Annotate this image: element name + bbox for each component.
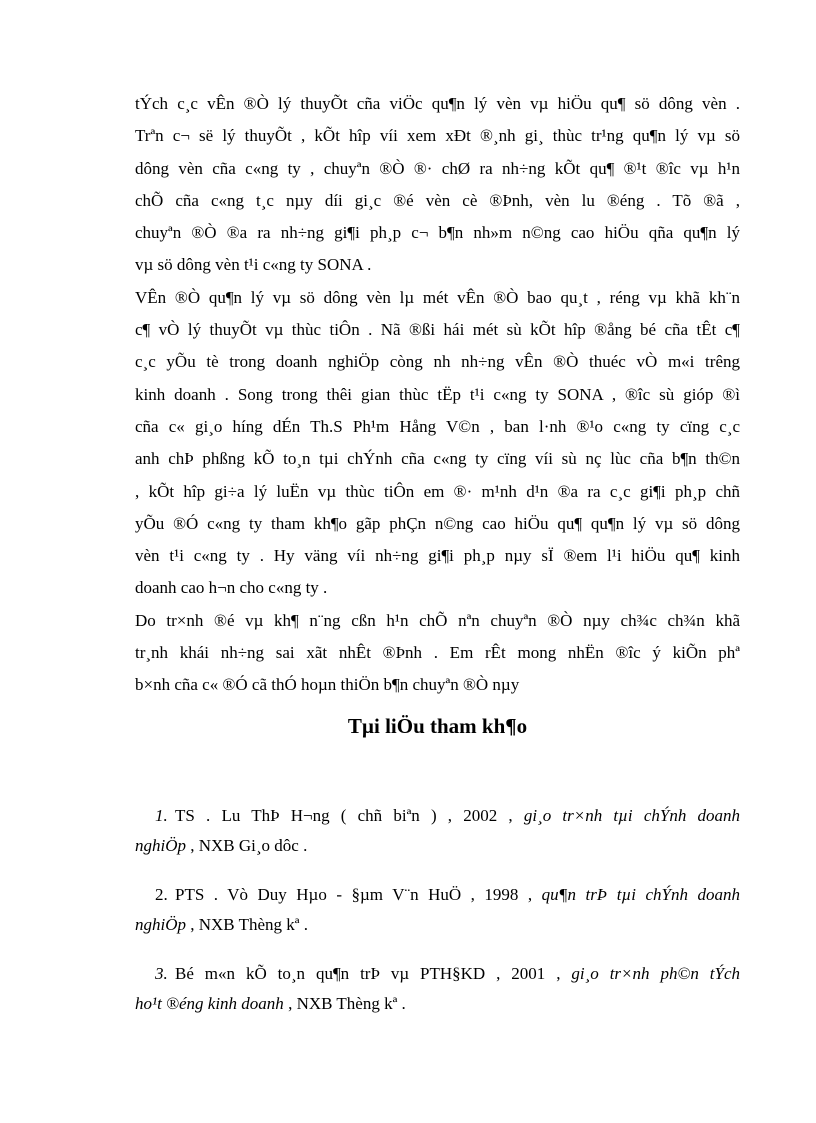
body-line: cña c« gi¸o híng dÉn Th.S Ph¹m Hång V©n , ban l·nh ®¹o c«ng ty cïng c¸c: [135, 416, 740, 436]
reference-number: 3.: [155, 964, 168, 983]
reference-line: [135, 959, 740, 989]
document-page: [135, 88, 741, 1013]
reference-author: Bé m«n kÕ to¸n qu¶n trÞ vµ PTH§KD , 2001 ,: [175, 964, 572, 983]
body-line: yÕu ®Ó c«ng ty tham kh¶o gãp phÇn n©ng cao hiÖu qu¶ qu¶n lý vµ sö dông: [135, 513, 740, 533]
reference-title: qu¶n trÞ tµi chÝnh doanh: [541, 885, 740, 904]
body-line: vµ sö dông vèn t¹i c«ng ty SONA .: [135, 255, 372, 275]
body-line: Do tr×nh ®é vµ kh¶ n¨ng cßn h¹n chÕ nªn chuyªn ®Ò nµy ch¾c ch¾n khã: [135, 610, 740, 630]
reference-publisher: , NXB Thèng kª .: [186, 915, 308, 934]
body-line: tr¸nh khái nh÷ng sai xãt nhÊt ®Þnh . Em rÊt mong nhËn ®îc ý kiÕn phª: [135, 643, 740, 663]
body-line: vèn t¹i c«ng ty . Hy väng víi nh÷ng gi¶i ph¸p nµy sÏ ®em l¹i hiÖu qu¶ kinh: [135, 546, 740, 566]
reference-line: [135, 831, 740, 861]
body-line: tÝch c¸c vÊn ®Ò lý thuyÕt cña viÖc qu¶n lý vèn vµ hiÖu qu¶ sö dông vèn .: [135, 94, 740, 113]
body-line: VÊn ®Ò qu¶n lý vµ sö dông vèn lµ mét vÊn ®Ò bao qu¸t , réng vµ khã kh¨n: [135, 287, 740, 307]
references-heading: Tµi liÖu tham kh¶o: [347, 714, 528, 738]
reference-number: 1.: [155, 806, 168, 825]
reference-title: gi¸o tr×nh ph©n tÝch: [571, 964, 740, 983]
body-line: c¶ vÒ lý thuyÕt vµ thùc tiÔn . Nã ®ßi hái mét sù kÕt hîp ®ång bé cña tÊt c¶: [135, 320, 740, 340]
reference-line: [135, 989, 740, 1019]
body-line: anh chÞ phßng kÕ to¸n tµi chÝnh cña c«ng ty cïng víi sù nç lùc cña b¶n th©n: [135, 449, 740, 469]
reference-number: 2.: [155, 885, 168, 904]
body-line: chÕ cña c«ng t¸c nµy díi gi¸c ®é vèn cè ®Þnh, vèn lu ®éng . Tõ ®ã ,: [135, 190, 740, 210]
body-line: b×nh cña c« ®Ó cã thÓ hoµn thiÖn b¶n chuyªn ®Ò nµy: [135, 675, 520, 695]
body-paragraphs: [135, 88, 740, 702]
reference-item: [135, 880, 740, 940]
reference-publisher: , NXB Thèng kª .: [283, 994, 406, 1013]
body-line: Trªn c¬ së lý thuyÕt , kÕt hîp víi xem xÐt ®¸nh gi¸ thùc tr¹ng qu¶n lý vµ sö: [135, 126, 740, 146]
reference-publisher: , NXB Gi¸o dôc .: [186, 836, 308, 855]
reference-item: [135, 959, 740, 1019]
reference-author: TS . Lu ThÞ H¬ng ( chñ biªn ) , 2002 ,: [175, 806, 524, 825]
body-line: c¸c yÕu tè trong doanh nghiÖp còng nh nh÷ng vÊn ®Ò thuéc vÒ m«i trêng: [135, 352, 740, 372]
reference-title: gi¸o tr×nh tµi chÝnh doanh: [523, 806, 741, 825]
references-list: [135, 801, 740, 1038]
body-line: , kÕt hîp gi÷a lý luËn vµ thùc tiÔn em ®· m¹nh d¹n ®a ra c¸c gi¶i ph¸p chñ: [135, 481, 740, 501]
body-line: dông vèn cña c«ng ty , chuyªn ®Ò ®· chØ ra nh÷ng kÕt qu¶ ®¹t ®îc vµ h¹n: [135, 158, 740, 178]
reference-title-cont: ho¹t ®éng kinh doanh: [135, 994, 284, 1013]
reference-line: [135, 880, 740, 910]
reference-line: [135, 910, 740, 940]
reference-item: [135, 801, 740, 861]
reference-author: PTS . Vò Duy Hµo - §µm V¨n HuÖ , 1998 ,: [175, 885, 542, 904]
reference-line: [135, 801, 740, 831]
body-line: chuyªn ®Ò ®a ra nh÷ng gi¶i ph¸p c¬ b¶n nh»m n©ng cao hiÖu qña qu¶n lý: [135, 223, 740, 243]
reference-title-cont: nghiÖp: [135, 836, 186, 855]
body-line: doanh cao h¬n cho c«ng ty .: [135, 578, 328, 598]
body-line: kinh doanh . Song trong thêi gian thùc tËp t¹i c«ng ty SONA , ®îc sù gióp ®ì: [135, 384, 740, 404]
reference-title-cont: nghiÖp: [135, 915, 186, 934]
